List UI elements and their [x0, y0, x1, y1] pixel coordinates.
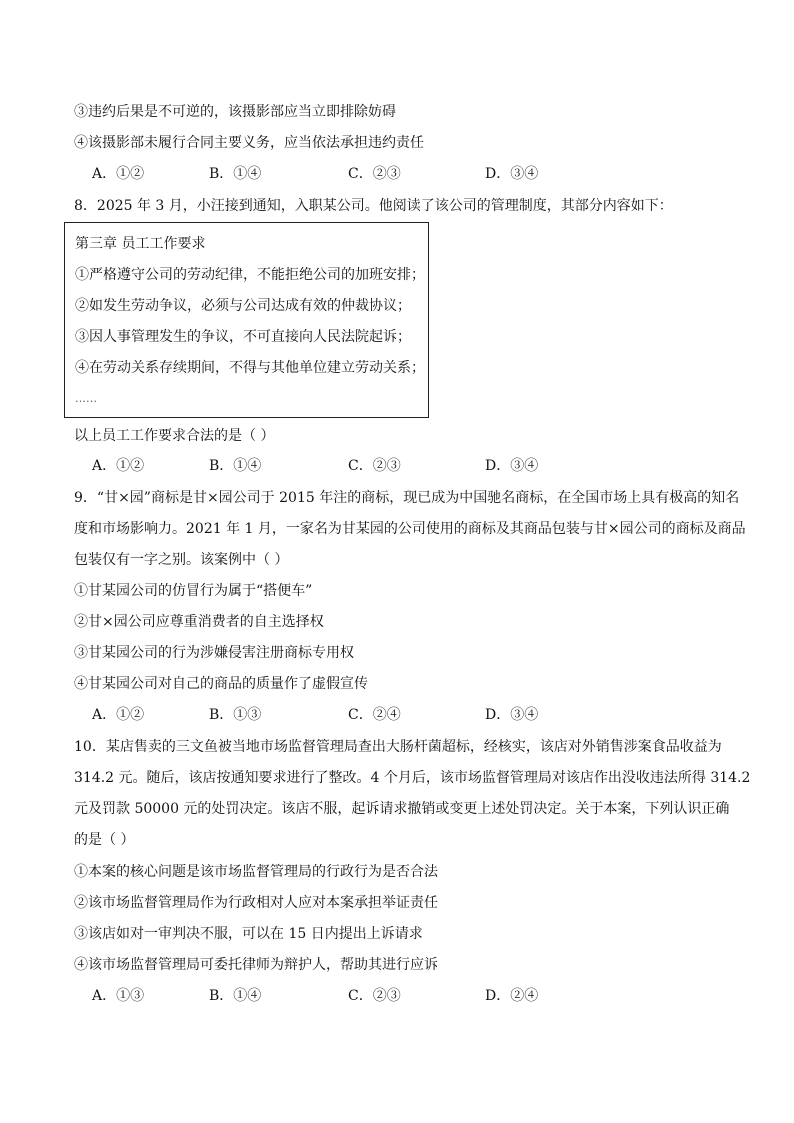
- q10-option-b: B．①④: [209, 988, 262, 1004]
- q7-option-b: B．①④: [209, 166, 262, 182]
- q8-box-ellipsis: ……: [75, 392, 97, 405]
- q10-option-c: C．②③: [348, 988, 401, 1004]
- q10-stem-line-3: 元及罚款 50000 元的处罚决定。该店不服，起诉请求撤销或变更上述处罚决定。关于本案，下列认识正确: [74, 801, 730, 817]
- q9-option-c: C．②④: [348, 707, 401, 723]
- q9-item-4: ④甘某园公司对自己的商品的质量作了虚假宣传: [74, 676, 368, 692]
- q9-option-a: A．①②: [92, 707, 145, 723]
- q8-question: 以上员工工作要求合法的是（ ）: [74, 428, 275, 444]
- q10-item-4: ④该市场监督管理局可委托律师为辩护人，帮助其进行应诉: [74, 957, 438, 973]
- q9-option-d: D．③④: [485, 707, 539, 723]
- q8-box-item-3: ③因人事管理发生的争议，不可直接向人民法院起诉；: [75, 329, 411, 345]
- q8-option-d: D．③④: [485, 458, 539, 474]
- q8-box-item-2: ②如发生劳动争议，必须与公司达成有效的仲裁协议；: [75, 298, 411, 314]
- q10-option-a: A．①③: [92, 988, 145, 1004]
- q10-item-3: ③该店如对一审判决不服，可以在 15 日内提出上诉请求: [74, 926, 423, 942]
- q8-box-title: 第三章 员工工作要求: [75, 236, 206, 252]
- q10-item-2: ②该市场监督管理局作为行政相对人应对本案承担举证责任: [74, 895, 438, 911]
- q8-stem: 8．2025 年 3 月，小汪接到通知，入职某公司。他阅读了该公司的管理制度，其部分内容如下：: [74, 198, 673, 214]
- q9-item-1: ①甘某园公司的仿冒行为属于“搭便车”: [74, 583, 313, 599]
- q9-item-3: ③甘某园公司的行为涉嫌侵害注册商标专用权: [74, 645, 354, 661]
- q9-option-b: B．①③: [209, 707, 262, 723]
- q9-stem-line-3: 包装仅有一字之别。该案例中（ ）: [74, 552, 289, 568]
- q7-option-a: A．①②: [92, 166, 145, 182]
- q8-option-a: A．①②: [92, 458, 145, 474]
- q8-option-c: C．②③: [348, 458, 401, 474]
- q8-rules-box: [64, 222, 429, 418]
- q9-item-2: ②甘×园公司应尊重消费者的自主选择权: [74, 614, 324, 630]
- q10-stem-line-1: 10．某店售卖的三文鱼被当地市场监督管理局查出大肠杆菌超标，经核实，该店对外销售涉案食品收益为: [74, 739, 722, 755]
- q10-item-1: ①本案的核心问题是该市场监督管理局的行政行为是否合法: [74, 864, 438, 880]
- q7-item-4: ④该摄影部未履行合同主要义务，应当依法承担违约责任: [74, 135, 424, 151]
- q7-option-d: D．③④: [485, 166, 539, 182]
- q7-option-c: C．②③: [348, 166, 401, 182]
- q7-item-3: ③违约后果是不可逆的，该摄影部应当立即排除妨碍: [74, 104, 396, 120]
- q10-option-d: D．②④: [485, 988, 539, 1004]
- q8-box-item-1: ①严格遵守公司的劳动纪律，不能拒绝公司的加班安排；: [75, 267, 425, 283]
- q9-stem-line-2: 度和市场影响力。2021 年 1 月，一家名为甘某园的公司使用的商标及其商品包装与甘×园公司的商标及商品: [74, 521, 746, 537]
- q8-box-item-4: ④在劳动关系存续期间，不得与其他单位建立劳动关系；: [75, 360, 425, 376]
- q10-stem-line-4: 的是（ ）: [74, 832, 135, 848]
- q9-stem-line-1: 9．“甘×园”商标是甘×园公司于 2015 年注的商标，现已成为中国驰名商标，在全国市场上具有极高的知名: [74, 490, 740, 506]
- q8-option-b: B．①④: [209, 458, 262, 474]
- q10-stem-line-2: 314.2 元。随后，该店按通知要求进行了整改。4 个月后，该市场监督管理局对该店作出没收违法所得 314.2: [74, 770, 751, 786]
